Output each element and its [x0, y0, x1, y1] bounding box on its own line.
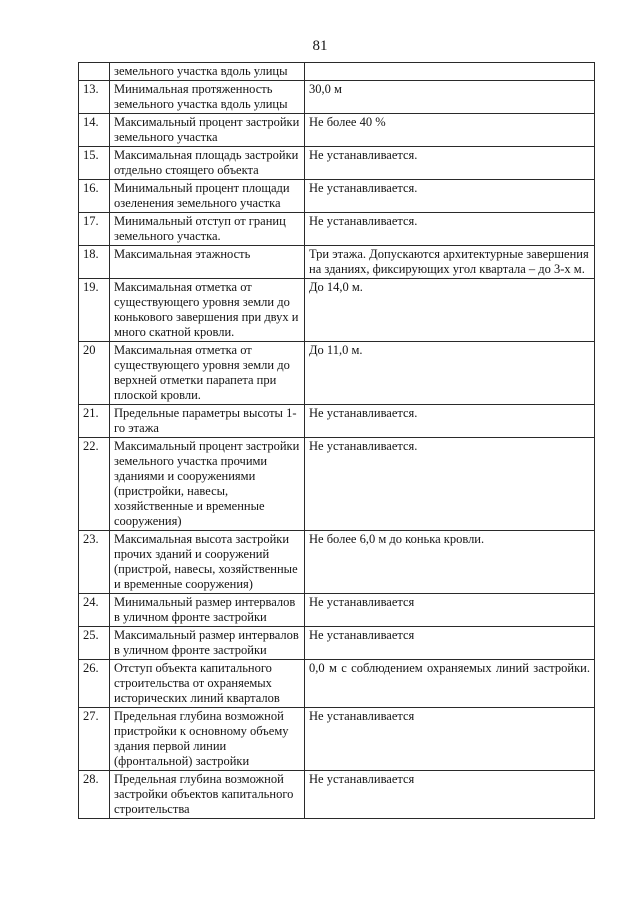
- value-cell: Не устанавливается.: [305, 180, 595, 213]
- table-row: [79, 213, 595, 246]
- table-row: [79, 63, 595, 81]
- parameter-cell: Минимальный отступ от границ земельного участка.: [110, 213, 305, 246]
- table-row: [79, 279, 595, 342]
- row-number: 15.: [79, 147, 110, 180]
- table-row: [79, 660, 595, 708]
- parameter-cell: Максимальная площадь застройки отдельно стоящего объекта: [110, 147, 305, 180]
- value-text: 0,0 м с соблюдением охраняемых линий застройки.: [309, 661, 590, 675]
- row-number: 16.: [79, 180, 110, 213]
- row-number: 20: [79, 342, 110, 405]
- table-row: [79, 114, 595, 147]
- table-row: [79, 81, 595, 114]
- value-cell: Не более 40 %: [305, 114, 595, 147]
- parameters-table: [78, 62, 595, 819]
- value-cell: До 14,0 м.: [305, 279, 595, 342]
- parameter-cell: Максимальная этажность: [110, 246, 305, 279]
- value-cell: Не устанавливается: [305, 594, 595, 627]
- row-number: 23.: [79, 531, 110, 594]
- parameter-cell: Максимальная отметка от существующего уровня земли до верхней отметки парапета при плоской кровли.: [110, 342, 305, 405]
- parameter-cell: Минимальный размер интервалов в уличном фронте застройки: [110, 594, 305, 627]
- row-number: 24.: [79, 594, 110, 627]
- value-cell: Не устанавливается: [305, 708, 595, 771]
- table-row: [79, 627, 595, 660]
- row-number: 21.: [79, 405, 110, 438]
- table-row: [79, 531, 595, 594]
- row-number: 19.: [79, 279, 110, 342]
- value-cell: Не устанавливается.: [305, 405, 595, 438]
- row-number: 28.: [79, 771, 110, 819]
- value-cell: [305, 660, 595, 708]
- row-number: 26.: [79, 660, 110, 708]
- table-row: [79, 342, 595, 405]
- parameter-cell: Максимальный размер интервалов в уличном фронте застройки: [110, 627, 305, 660]
- row-number: 27.: [79, 708, 110, 771]
- table-row: [79, 246, 595, 279]
- value-cell: Не устанавливается.: [305, 147, 595, 180]
- value-cell: До 11,0 м.: [305, 342, 595, 405]
- table-row: [79, 771, 595, 819]
- value-cell: [305, 63, 595, 81]
- value-cell: Не устанавливается.: [305, 213, 595, 246]
- row-number: 13.: [79, 81, 110, 114]
- parameter-cell: Минимальный процент площади озеленения земельного участка: [110, 180, 305, 213]
- value-cell: Три этажа. Допускаются архитектурные завершения на зданиях, фиксирующих угол квартала – до 3-х м.: [305, 246, 595, 279]
- value-cell: 30,0 м: [305, 81, 595, 114]
- row-number: 17.: [79, 213, 110, 246]
- parameter-cell: Максимальный процент застройки земельного участка: [110, 114, 305, 147]
- parameter-cell: Предельная глубина возможной застройки объектов капитального строительства: [110, 771, 305, 819]
- row-number: 22.: [79, 438, 110, 531]
- value-cell: Не более 6,0 м до конька кровли.: [305, 531, 595, 594]
- parameter-cell: Максимальная отметка от существующего уровня земли до конькового завершения при двух и много скатной кровли.: [110, 279, 305, 342]
- table-row: [79, 708, 595, 771]
- parameter-cell: Предельные параметры высоты 1-го этажа: [110, 405, 305, 438]
- parameter-cell: Максимальная высота застройки прочих зданий и сооружений (пристрой, навесы, хозяйственные и временные сооружения): [110, 531, 305, 594]
- parameter-cell: земельного участка вдоль улицы: [110, 63, 305, 81]
- value-cell: Не устанавливается: [305, 771, 595, 819]
- parameter-cell: Отступ объекта капитального строительства от охраняемых исторических линий кварталов: [110, 660, 305, 708]
- value-cell: Не устанавливается: [305, 627, 595, 660]
- parameter-cell: Предельная глубина возможной пристройки к основному объему здания первой линии (фронтальной) застройки: [110, 708, 305, 771]
- table-row: [79, 594, 595, 627]
- table-row: [79, 405, 595, 438]
- value-cell: Не устанавливается.: [305, 438, 595, 531]
- row-number: 25.: [79, 627, 110, 660]
- row-number: 14.: [79, 114, 110, 147]
- table-row: [79, 180, 595, 213]
- page-number: 81: [312, 38, 328, 54]
- table-row: [79, 438, 595, 531]
- parameter-cell: Максимальный процент застройки земельного участка прочими зданиями и сооружениями (пристройки, навесы, хозяйственные и временные сооружения): [110, 438, 305, 531]
- row-number: 18.: [79, 246, 110, 279]
- table-row: [79, 147, 595, 180]
- parameter-cell: Минимальная протяженность земельного участка вдоль улицы: [110, 81, 305, 114]
- row-number: [79, 63, 110, 81]
